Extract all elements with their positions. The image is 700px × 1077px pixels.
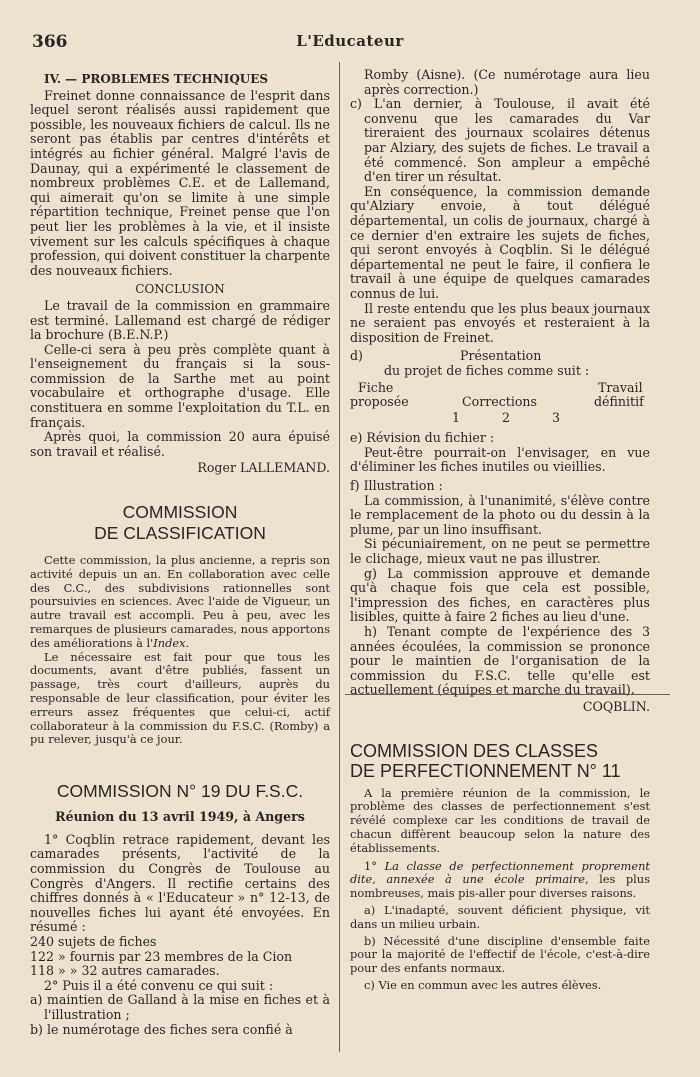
presentation-title: Présentation (460, 348, 542, 364)
continuation-text: Romby (Aisne). (Ce numérotage aura lieu après correction.) (364, 67, 650, 97)
conclusion-heading: CONCLUSION (135, 282, 225, 297)
col-travail: Travail (598, 380, 643, 396)
col-fiche: Fiche (358, 380, 394, 396)
perfectionnement-item-c: c) Vie en commun avec les autres élèves. (364, 977, 602, 992)
conclusion-paragraph-2: Celle-ci sera à peu près complète quant à l'enseignement du français si la sous-commission de la Sarthe met au point vocabulaire et orthographe d'usage. Elle constituera en somme l'exploitation du T.L. en français. (30, 341, 330, 430)
index-reference: Index (153, 635, 186, 650)
presentation-subtitle: du projet de fiches comme suit : (384, 363, 590, 379)
presentation-scheme (350, 345, 650, 427)
page-number: 366 (32, 32, 68, 52)
reserve-paragraph: Il reste entendu que les plus beaux journaux ne seraient pas envoyés et resteraient à la disposition de Freinet. (350, 300, 650, 345)
item-g: g) La commission approuve et demande qu'à chaque fois que cela est possible, l'impression des fiches, en caractères plus lisibles, quitte à faire 2 fiches au lieu d'une. (350, 565, 650, 625)
commission-19-title: COMMISSION N° 19 DU F.S.C. (56, 781, 304, 802)
item-a: a) maintien de Galland à la mise en fiches et à l'illustration ; (30, 992, 330, 1022)
col-corrections: Corrections (462, 394, 538, 410)
perfectionnement-title-line-1: COMMISSION DES CLASSES (350, 740, 599, 761)
item-f-text-2: Si pécuniairement, on ne peut se permettre le clichage, mieux vaut ne pas illustrer. (350, 536, 650, 567)
left-column (30, 68, 330, 1037)
right-column (350, 68, 650, 993)
classification-paragraph-1 (30, 554, 330, 651)
section-heading-technical: IV. — PROBLEMES TECHNIQUES (44, 72, 269, 86)
item-b: b) le numérotage des fiches sera confié à (30, 1021, 293, 1037)
classification-title-line-2: DE CLASSIFICATION (94, 523, 266, 544)
classification-text-b: . (185, 635, 190, 650)
emphasis-definition: La classe de perfectionnement proprement dite, annexée à une école primaire (350, 858, 650, 887)
signature-lallemand: Roger LALLEMAND. (197, 460, 330, 476)
classification-text-a: Cette commission, la plus ancienne, a repris son activité depuis un an. En collaboration avec celle des C.C., des subdivisions rationnelles sont poursuivies en sciences. Avec l'aide de Vigueur, un autre travail est accompli. Peu à peu, avec les remarques de plusieurs camarades, nous apportons des améliorations à l' (30, 553, 330, 650)
perfectionnement-item-a: a) L'inadapté, souvent déficient physique, vit dans un milieu urbain. (350, 902, 650, 931)
item-h: h) Tenant compte de l'expérience des 3 années écoulées, la commission se prononce pour le maintien de l'organisation de la commission du F.S.C. telle qu'elle est actuellement (équipes et marche du travail). (350, 624, 650, 698)
classification-paragraph-2: Le nécessaire est fait pour que tous les documents, avant d'être publiés, fassent un passage, très court d'ailleurs, auprès du responsable de leur classification, pour éviter les erreurs assez fréquentes que celui-ci, actif collaborateur à la commission du F.S.C. (Romby) a pu relever, jusqu'à ce jour. (30, 649, 330, 747)
conclusion-paragraph-3: Après quoi, la commission 20 aura épuisé son travail et réalisé. (30, 429, 330, 459)
figures-line-2: 122 » fournis par 23 membres de la Cion (30, 948, 293, 964)
consequence-paragraph: En conséquence, la commission demande qu'Alziary envoie, à tout délégué départemental, un colis de journaux, chargé à ce dernier d'en extraire les sujets de fiches, qui seront envoyés à Coqblin. Si le délégué départemental ne peut le faire, il confiera le travail à une équipe de quelques camarades connus de lui. (350, 183, 650, 301)
perfectionnement-paragraph-2 (350, 860, 650, 901)
item-e-text: Peut-être pourrait-on l'envisager, en vue d'éliminer les fiches inutiles ou vieillies. (350, 444, 650, 475)
item-d-label: d) (350, 348, 363, 364)
item-e-label: e) Révision du fichier : (350, 430, 495, 446)
perfectionnement-title-line-2: DE PERFECTIONNEMENT N° 11 (350, 760, 621, 781)
numbering: 1° (364, 858, 385, 873)
commission-19-subheading: Réunion du 13 avril 1949, à Angers (55, 809, 305, 825)
definition-rest: , les plus nombreuses, mais pis-aller pour diverses raisons. (350, 872, 650, 901)
item-f-label: f) Illustration : (350, 478, 443, 494)
item-f-text-1: La commission, à l'unanimité, s'élève contre le remplacement de la photo ou du dessin à la plume, par un lino insuffisant. (350, 492, 650, 537)
signature-coqblin: COQBLIN. (582, 698, 650, 714)
column-divider (339, 62, 340, 1052)
perfectionnement-paragraph-1: A la première réunion de la commission, le problème des classes de perfectionnement s'est révélé complexe car les conditions de travail de chacun diffèrent beaucoup selon la nature des établissements. (350, 785, 650, 855)
classification-title-line-1: COMMISSION (122, 502, 238, 523)
col-definitif: définitif (594, 394, 644, 410)
classification-title (30, 502, 330, 544)
running-head: L'Educateur (296, 32, 404, 50)
col-correction-numbers: 1 2 3 (452, 410, 561, 426)
perfectionnement-title (350, 741, 650, 781)
commission-19-paragraph-2: 2° Puis il a été convenu ce qui suit : (44, 977, 274, 993)
figures-line-3: 118 » » 32 autres camarades. (30, 963, 220, 979)
figures-line-1: 240 sujets de fiches (30, 933, 157, 949)
conclusion-paragraph-1: Le travail de la commission en grammaire est terminé. Lallemand est chargé de rédiger la brochure (B.E.N.P.) (30, 297, 330, 343)
item-c: c) L'an dernier, à Toulouse, il avait été convenu que les camarades du Var tireraient des journaux scolaires détenus par Alziary, des sujets de fiches. Le travail a été commencé. Son ampleur a empêché d'en tirer un résultat. (350, 96, 650, 185)
perfectionnement-item-b: b) Nécessité d'une discipline d'ensemble faite pour la majorité de l'effectif de l'école, c'est-à-dire pour des enfants normaux. (350, 933, 650, 976)
technical-paragraph: Freinet donne connaissance de l'esprit dans lequel seront réalisés aussi rapidement que possible, les nouveaux fichiers de calcul. Ils ne seront pas établis par centres d'intérêts et intégrés au fichier général. Malgré l'avis de Daunay, qui a expérimenté le classement de nombreux problèmes C.E. et de Lallemand, qui aimerait qu'on se limite à une simple répartition technique, Freinet pense que l'on peut lier les problèmes à la vie, et il insiste vivement sur les calculs spécifiques à chaque profession, qui doivent constituer la charpente des nouveaux fichiers. (30, 87, 330, 278)
commission-19-paragraph-1: 1° Coqblin retrace rapidement, devant les camarades présents, l'activité de la commission du Congrès de Toulouse au Congrès d'Angers. Il rectifie certains des chiffres donnés à « l'Educateur » n° 12-13, de nouvelles fiches lui ayant été envoyées. En résumé : (30, 831, 330, 935)
col-proposee: proposée (350, 394, 409, 410)
